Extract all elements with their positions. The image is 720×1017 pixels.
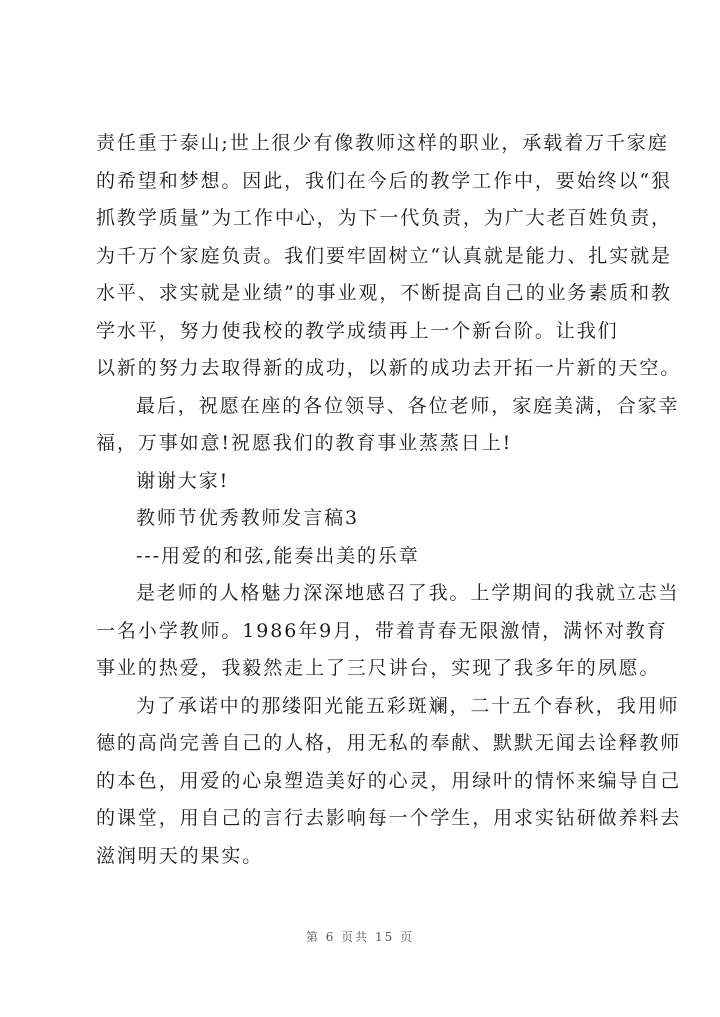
section-subtitle: ---用爱的和弦,能奏出美的乐章: [136, 545, 420, 567]
paragraph-line: 学水平，努力使我校的教学成绩再上一个新台阶。让我们: [96, 320, 619, 342]
paragraph-line: 谢谢大家!: [136, 470, 230, 492]
section-heading: 教师节优秀教师发言稿3: [136, 507, 359, 529]
paragraph-line: 的课堂，用自己的言行去影响每一个学生，用求实钻研做养料去: [96, 807, 682, 829]
paragraph-line: 以新的努力去取得新的成功，以新的成功去开拓一片新的天空。: [96, 357, 682, 379]
paragraph-line: 的本色，用爱的心泉塑造美好的心灵，用绿叶的情怀来编导自己: [96, 770, 682, 792]
paragraph-line: 水平、求实就是业绩”的事业观，不断提高自己的业务素质和教: [96, 282, 672, 304]
paragraph-line: 是老师的人格魅力深深地感召了我。上学期间的我就立志当: [136, 582, 680, 604]
paragraph-line: 为千万个家庭负责。我们要牢固树立“认真就是能力、扎实就是: [96, 245, 672, 267]
paragraph-line: 一名小学教师。1986年9月，带着青春无限激情，满怀对教育: [96, 620, 668, 642]
paragraph-line: 的希望和梦想。因此，我们在今后的教学工作中，要始终以“狠: [96, 170, 672, 192]
paragraph-line: 事业的热爱，我毅然走上了三尺讲台，实现了我多年的夙愿。: [96, 657, 661, 679]
paragraph-line: 最后，祝愿在座的各位领导、各位老师，家庭美满，合家幸: [136, 395, 680, 417]
paragraph-line: 德的高尚完善自己的人格，用无私的奉献、默默无闻去诠释教师: [96, 732, 682, 754]
paragraph-line: 责任重于泰山;世上很少有像教师这样的职业，承载着万千家庭: [96, 132, 669, 154]
paragraph-line: 为了承诺中的那缕阳光能五彩斑斓，二十五个春秋，我用师: [136, 695, 680, 717]
paragraph-line: 滋润明天的果实。: [96, 845, 264, 867]
paragraph-line: 抓教学质量”为工作中心，为下一代负责，为广大老百姓负责，: [96, 207, 672, 229]
page-number-footer: 第 6 页共 15 页: [305, 930, 415, 944]
paragraph-line: 福，万事如意!祝愿我们的教育事业蒸蒸日上!: [96, 432, 513, 454]
